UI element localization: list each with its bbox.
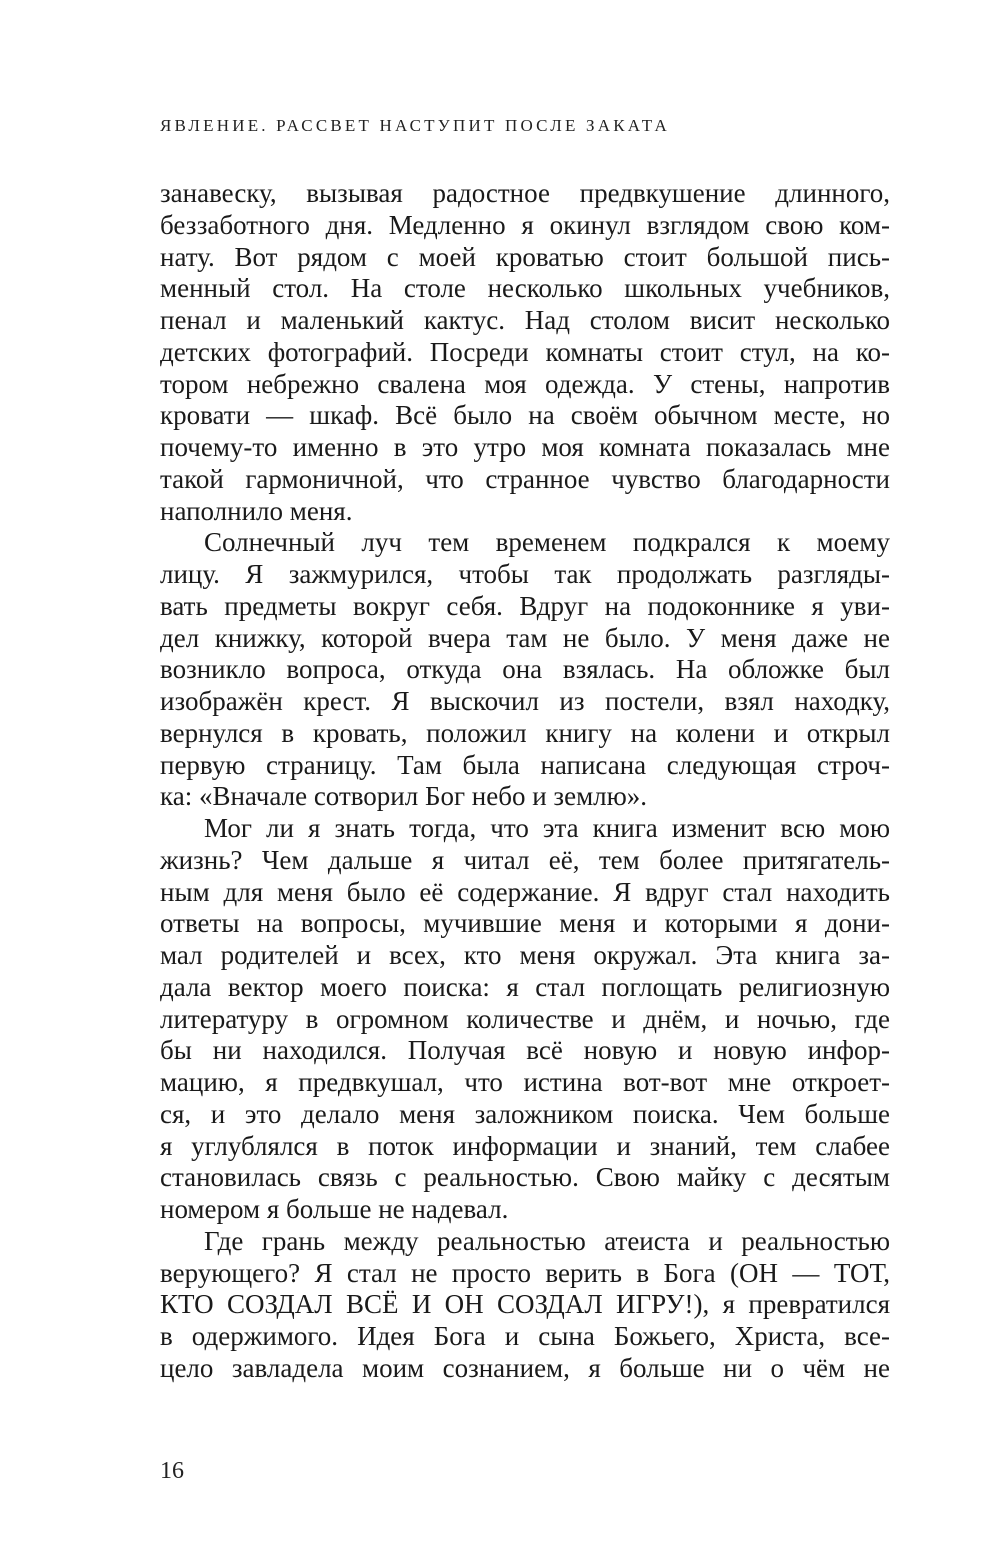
text-line: в одержимого. Идея Бога и сына Божьего, Христа, все- bbox=[160, 1321, 890, 1351]
text-line: становилась связь с реальностью. Свою майку с десятым bbox=[160, 1162, 890, 1193]
text-line: возникло вопроса, откуда она взялась. На обложке был bbox=[160, 654, 890, 685]
text-line: тором небрежно свалена моя одежда. У стены, напротив bbox=[160, 368, 890, 399]
body-text bbox=[160, 178, 890, 1385]
text-line: я углублялся в поток информации и знаний, тем слабее bbox=[160, 1130, 890, 1161]
text-line: вернулся в кровать, положил книгу на колени и открыл bbox=[160, 717, 890, 748]
text-line: литературу в огромном количестве и днём, и ночью, где bbox=[160, 1003, 890, 1034]
text-line: ся, и это делало меня заложником поиска. Чем больше bbox=[160, 1098, 890, 1129]
text-line: Где грань между реальностью атеиста и реальностью bbox=[204, 1225, 890, 1256]
text-line: цело завладела моим сознанием, я больше ни о чём не bbox=[160, 1352, 890, 1383]
page-number: 16 bbox=[160, 1458, 184, 1484]
text-line: занавеску, вызывая радостное предвкушение длинного, bbox=[160, 178, 890, 208]
text-line: пенал и маленький кактус. Над столом висит несколько bbox=[160, 305, 890, 335]
text-line: изображён крест. Я выскочил из постели, взял находку, bbox=[160, 686, 890, 716]
text-line: лицу. Я зажмурился, чтобы так продолжать разгляды- bbox=[160, 559, 890, 589]
text-line: ответы на вопросы, мучившие меня и которыми я дони- bbox=[160, 908, 890, 939]
text-line: ным для меня было её содержание. Я вдруг стал находить bbox=[160, 876, 890, 907]
text-line: Солнечный луч тем временем подкрался к моему bbox=[204, 527, 890, 558]
text-line: дала вектор моего поиска: я стал поглощать религиозную bbox=[160, 971, 890, 1002]
text-line: верующего? Я стал не просто верить в Бога (ОН — ТОТ, bbox=[160, 1257, 890, 1288]
text-line: мацию, я предвкушал, что истина вот-вот мне откроет- bbox=[160, 1067, 890, 1097]
text-line: мал родителей и всех, кто меня окружал. Эта книга за- bbox=[160, 940, 890, 970]
text-line: такой гармоничной, что странное чувство благодарности bbox=[160, 463, 890, 494]
text-line: ка: «Вначале сотворил Бог небо и землю». bbox=[160, 781, 648, 812]
text-line: бы ни находился. Получая всё новую и новую инфор- bbox=[160, 1035, 890, 1066]
text-line: Мог ли я знать тогда, что эта книга изменит всю мою bbox=[204, 813, 890, 843]
text-line: кровати — шкаф. Всё было на своём обычном месте, но bbox=[160, 400, 890, 431]
running-head: ЯВЛЕНИЕ. РАССВЕТ НАСТУПИТ ПОСЛЕ ЗАКАТА bbox=[160, 116, 670, 135]
text-line: беззаботного дня. Медленно я окинул взглядом свою ком- bbox=[160, 209, 890, 240]
text-line: первую страницу. Там была написана следующая строч- bbox=[160, 749, 890, 780]
text-line: менный стол. На столе несколько школьных учебников, bbox=[160, 273, 890, 304]
text-line: КТО СОЗДАЛ ВСЁ И ОН СОЗДАЛ ИГРУ!), я превратился bbox=[160, 1289, 890, 1320]
text-line: нату. Вот рядом с моей кроватью стоит большой пись- bbox=[160, 241, 890, 272]
text-line: номером я больше не надевал. bbox=[160, 1194, 509, 1224]
text-line: детских фотографий. Посреди комнаты стоит стул, на ко- bbox=[160, 336, 890, 367]
text-line: наполнило меня. bbox=[160, 495, 353, 526]
text-line: почему-то именно в это утро моя комната показалась мне bbox=[160, 432, 890, 462]
text-line: дел книжку, которой вчера там не было. У меня даже не bbox=[160, 622, 890, 653]
text-line: жизнь? Чем дальше я читал её, тем более притягатель- bbox=[160, 844, 890, 875]
text-line: вать предметы вокруг себя. Вдруг на подоконнике я уви- bbox=[160, 590, 890, 621]
